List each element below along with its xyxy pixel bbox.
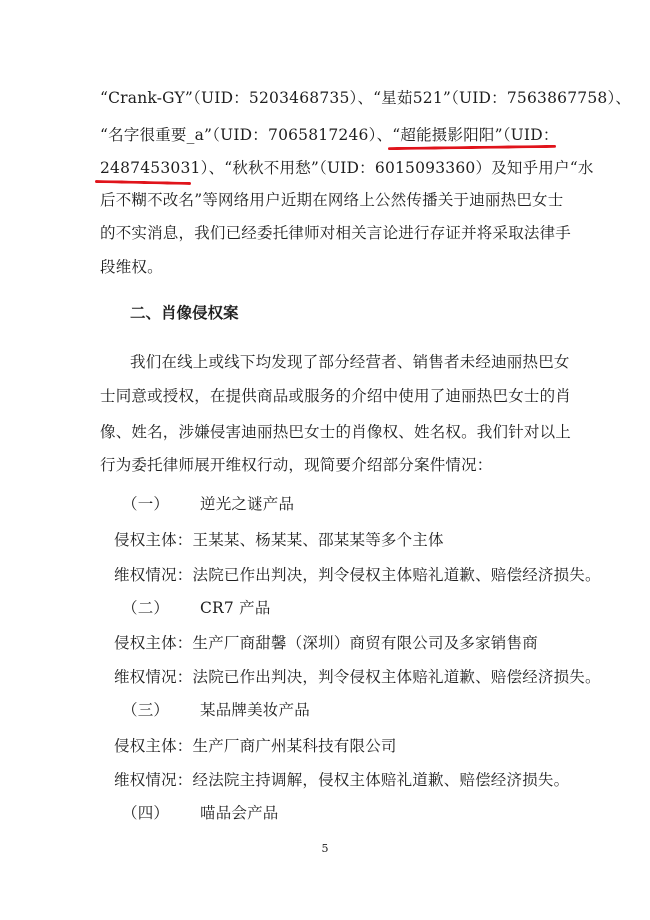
red-underline-annotation bbox=[95, 180, 191, 185]
case-infringer: 侵权主体：生产厂商广州某科技有限公司 bbox=[114, 737, 397, 755]
paragraph-line: 的不实消息，我们已经委托律师对相关言论进行存证并将采取法律手 bbox=[100, 224, 572, 242]
paragraph-line: 我们在线上或线下均发现了部分经营者、销售者未经迪丽热巴女 bbox=[130, 353, 570, 371]
paragraph-line: “名字很重要_a”（UID：7065817246）、“超能摄影阳阳”（UID： bbox=[100, 126, 559, 144]
paragraph-line: 段维权。 bbox=[100, 258, 163, 276]
case-number: （一） bbox=[122, 495, 170, 513]
case-number: （四） bbox=[122, 804, 170, 822]
red-underline-annotation bbox=[388, 145, 556, 150]
case-number: （二） bbox=[122, 599, 170, 617]
case-result: 维权情况：法院已作出判决，判令侵权主体赔礼道歉、赔偿经济损失。 bbox=[114, 566, 601, 584]
case-product: CR7 产品 bbox=[200, 599, 271, 617]
section-heading: 二、肖像侵权案 bbox=[130, 304, 239, 322]
paragraph-line: “Crank-GY”（UID：5203468735）、“星茹521”（UID：7563867758）、 bbox=[100, 89, 632, 107]
paragraph-line: 行为委托律师展开维权行动，现简要介绍部分案件情况： bbox=[100, 456, 493, 474]
paragraph-line: 像、姓名，涉嫌侵害迪丽热巴女士的肖像权、姓名权。我们针对以上 bbox=[100, 423, 572, 441]
case-number: （三） bbox=[122, 701, 170, 719]
case-product: 喵品会产品 bbox=[200, 804, 279, 822]
case-infringer: 侵权主体：王某某、杨某某、邵某某等多个主体 bbox=[114, 531, 444, 549]
page-number: 5 bbox=[321, 842, 329, 855]
paragraph-line: 后不糊不改名”等网络用户近期在网络上公然传播关于迪丽热巴女士 bbox=[100, 191, 564, 209]
case-result: 维权情况：经法院主持调解，侵权主体赔礼道歉、赔偿经济损失。 bbox=[114, 771, 570, 789]
case-product: 某品牌美妆产品 bbox=[200, 701, 310, 719]
case-result: 维权情况：法院已作出判决，判令侵权主体赔礼道歉、赔偿经济损失。 bbox=[114, 668, 601, 686]
paragraph-line: 2487453031）、“秋秋不用愁”（UID：6015093360）及知乎用户“水 bbox=[100, 159, 594, 177]
case-product: 逆光之谜产品 bbox=[200, 495, 295, 513]
case-infringer: 侵权主体：生产厂商甜馨（深圳）商贸有限公司及多家销售商 bbox=[114, 634, 538, 652]
paragraph-line: 士同意或授权，在提供商品或服务的介绍中使用了迪丽热巴女士的肖 bbox=[100, 387, 572, 405]
